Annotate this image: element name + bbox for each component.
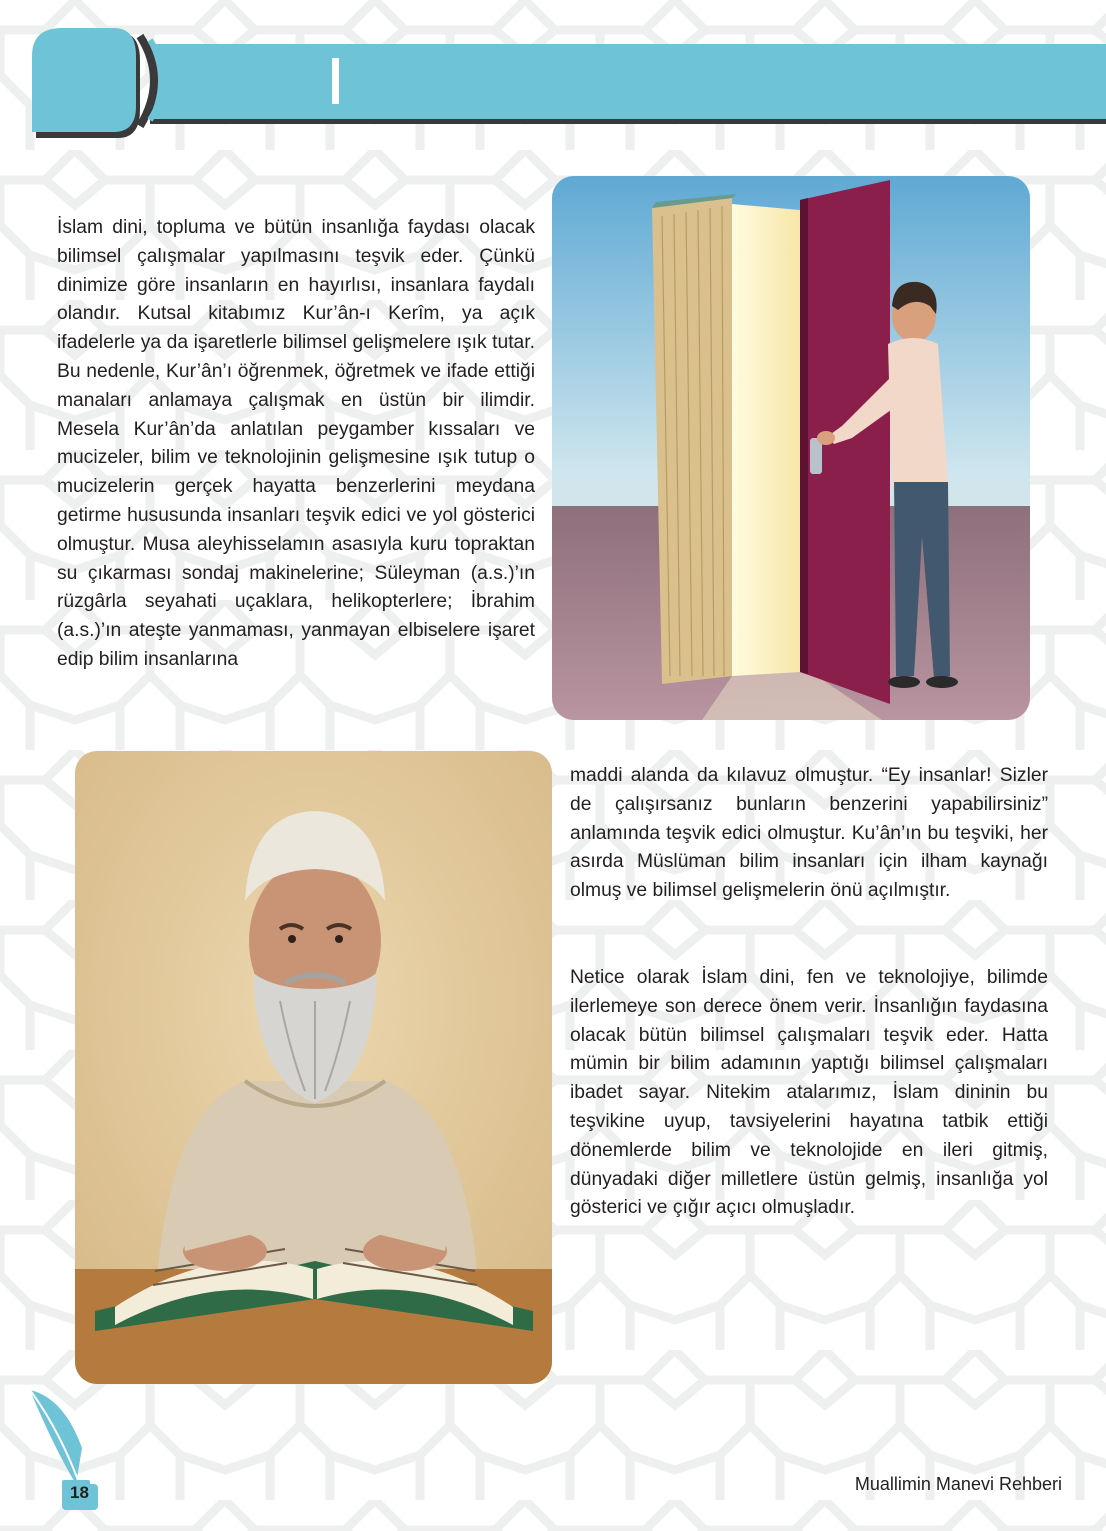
page-number: 18 bbox=[70, 1483, 89, 1502]
quill-inkwell-icon bbox=[24, 1388, 104, 1516]
paragraph-2 bbox=[570, 762, 1048, 906]
book-title: Muallimin Manevi Rehberi bbox=[854, 1474, 1062, 1494]
book-door-illustration bbox=[552, 176, 1030, 720]
paragraph-2-text: maddi alanda da kılavuz olmuştur. “Ey insanlar! Sizler de çalışırsanız bunların benzerini yapabilirsiniz” anlamında teşvik edici olmuştur. Ku’ân’ın bu teşviki, her asırda Müslüman bilim insanları için ilham kaynağı olmuş ve bilimsel gelişmelerin önü açılmıştır. bbox=[570, 765, 1048, 902]
paragraph-1-text: İslam dini, topluma ve bütün insanlığa faydası olacak bilimsel çalışmalar yapılmasını teşvik eder. Çünkü dinimize göre insanların en hayırlısı, insanlara faydalı olandır. Kutsal kitabımız Kur’ân-ı Kerîm, ya açık ifadelerle ya da işaretlerle bilimsel gelişmelere ışık tutar. Bu nedenle, Kur’ân’ı öğrenmek, öğretmek ve ifade ettiği manaları anlamaya çalışmak en üstün bir ilimdir. Mesela Kur’ân’da anlatılan peygamber kıssaları ve mucizeler, bilim ve teknolojinin gelişmesine ışık tutup o mucizelerin gerçek hayatta benzerlerini meydana getirme hususunda insanları teşvik edici ve yol gösterici olmuştur. Musa aleyhisselamın asasıyla kuru topraktan su çıkarması sondaj makinelerine; Süleyman (a.s.)’ın rüzgârla seyahati uçaklara, helikopterlere; İbrahim (a.s.)’ın ateşte yanmaması, yanmayan elbiselere işaret edip bilim insanlarına bbox=[57, 217, 535, 670]
scholar-reading-illustration bbox=[75, 751, 552, 1384]
unit-header-banner bbox=[0, 0, 1106, 150]
paragraph-3-text: Netice olarak İslam dini, fen ve teknolojiye, bilimde ilerlemeye son derece önem verir. İnsanlığın faydasına olacak bütün bilimsel çalışmaları teşvik eder. Hatta mümin bir bilim adamının yaptığı bilimsel çalışmaları ibadet sayar. Nitekim atalarımız, İslam dininin bu teşvikine uyup, tavsiyelerini hayatına tatbik ettiği dönemlerde bilim ve teknolojide en ileri gitmiş, dünyadaki diğer milletlere üstün gelmiş, insanlığa yol gösterici ve çığır açıcı olmuşladır. bbox=[570, 967, 1048, 1219]
paragraph-3 bbox=[570, 964, 1048, 1223]
paragraph-1 bbox=[57, 214, 535, 675]
